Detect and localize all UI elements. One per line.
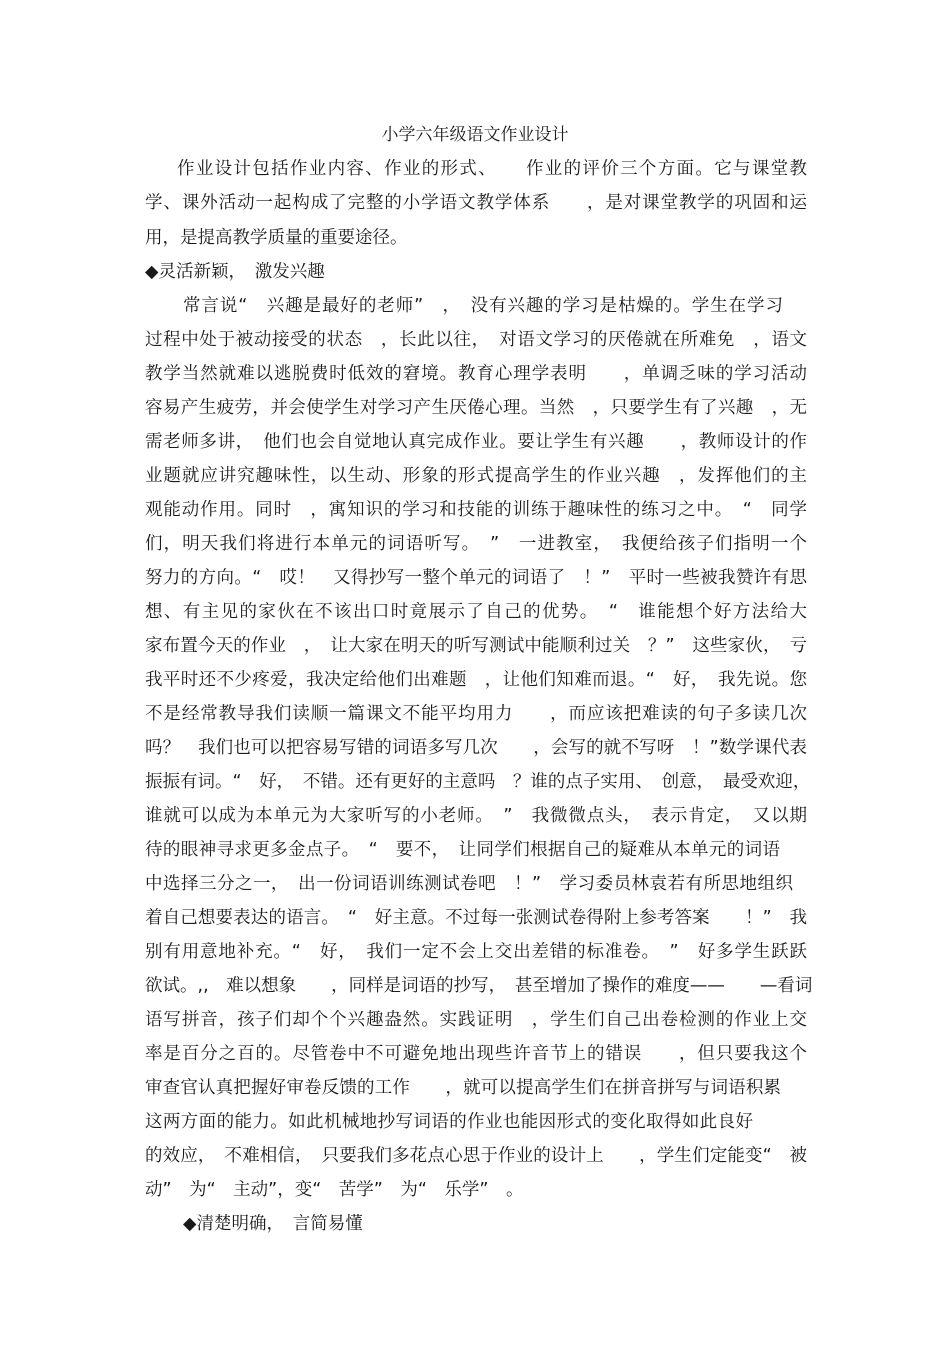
paragraph-line: 需老师多讲， 他们也会自觉地认真完成作业。要让学生有兴趣 ，教师设计的作 [145, 432, 807, 452]
paragraph-line: 常言说“ 兴趣是最好的老师” ， 没有兴趣的学习是枯燥的。学生在学习 [183, 296, 783, 316]
paragraph-line: 待的眼神寻求更多金点子。 “ 要不， 让同学们根据自己的疑难从本单元的词语 [145, 840, 780, 860]
paragraph-line: 的效应， 不难相信， 只要我们多花点心思于作业的设计上 ，学生们定能变“ 被 [145, 1146, 807, 1166]
paragraph-line: 业题就应讲究趣味性，以生动、形象的形式提高学生的作业兴趣 ，发挥他们的主 [145, 466, 807, 486]
paragraph-line: 学、课外活动一起构成了完整的小学语文教学体系 ，是对课堂教学的巩固和运 [145, 193, 807, 213]
paragraph-line: 家布置今天的作业 ， 让大家在明天的听写测试中能顺利过关 ？” 这些家伙， 亏 [145, 636, 807, 656]
paragraph-line: 作业设计包括作业内容、作业的形式、 作业的评价三个方面。它与课堂教 [177, 159, 807, 179]
paragraph-line: 欲试。,, 难以想象 ，同样是词语的抄写， 甚至增加了操作的难度—— —看词 [145, 976, 813, 996]
paragraph-line: 率是百分之百的。尽管卷中不可避免地出现些许音节上的错误 ，但只要我这个 [145, 1044, 807, 1064]
paragraph-line: 教学当然就难以逃脱费时低效的窘境。教育心理学表明 ，单调乏味的学习活动 [145, 364, 807, 384]
section-heading: ◆灵活新颖， 激发兴趣 [145, 262, 325, 282]
paragraph-line: 振振有词。“ 好， 不错。还有更好的主意吗 ？谁的点子实用、 创意， 最受欢迎， [145, 772, 811, 792]
paragraph-line: 中选择三分之一， 出一份词语训练测试卷吧 ！” 学习委员林袁若有所思地组织 [145, 874, 793, 894]
paragraph-line: 用，是提高教学质量的重要途径。 [145, 228, 408, 248]
paragraph-line: 不是经常教导我们读顺一篇课文不能平均用力 ，而应该把难读的句子多读几次 [145, 704, 807, 724]
paragraph-line: 们，明天我们将进行本单元的词语听写。 ” 一进教室， 我便给孩子们指明一个 [145, 534, 807, 554]
paragraph-line: 我平时还不少疼爱，我决定给他们出难题 ，让他们知难而退。“ 好， 我先说。您 [145, 670, 807, 690]
paragraph-line: 审查官认真把握好审卷反馈的工作 ，就可以提高学生们在拼音拼写与词语积累 [145, 1078, 781, 1098]
paragraph-line: 语写拼音，孩子们却个个兴趣盎然。实践证明 ，学生们自己出卷检测的作业上交 [145, 1010, 807, 1030]
paragraph-line: 吗？ 我们也可以把容易写错的词语多写几次 ，会写的就不写呀 ！”数学课代表 [145, 738, 807, 758]
paragraph-line: 着自己想要表达的语言。 “ 好主意。不过每一张测试卷得附上参考答案 ！” 我 [145, 908, 807, 928]
paragraph-line: 谁就可以成为本单元为大家听写的小老师。 ” 我微微点头， 表示肯定， 又以期 [145, 806, 807, 826]
paragraph-line: 观能动作用。同时 ，寓知识的学习和技能的训练于趣味性的练习之中。 “ 同学 [145, 500, 807, 520]
section-heading: ◆清楚明确， 言简易懂 [183, 1214, 363, 1234]
paragraph-line: 动” 为“ 主动”，变“ 苦学” 为“ 乐学” 。 [145, 1180, 524, 1200]
paragraph-line: 容易产生疲劳，并会使学生对学习产生厌倦心理。当然 ，只要学生有了兴趣 ，无 [145, 398, 807, 418]
paragraph-line: 过程中处于被动接受的状态 ，长此以往， 对语文学习的厌倦就在所难免 ，语文 [145, 330, 807, 350]
paragraph-line: 别有用意地补充。“ 好， 我们一定不会上交出差错的标准卷。 ” 好多学生跃跃 [145, 942, 807, 962]
paragraph-line: 这两方面的能力。如此机械地抄写词语的作业也能因形式的变化取得如此良好 [145, 1112, 753, 1132]
paragraph-line: 努力的方向。“ 哎！ 又得抄写一整个单元的词语了 ！” 平时一些被我赞许有思 [145, 568, 807, 588]
paragraph-line: 想、有主见的家伙在不该出口时竟展示了自己的优势。 “ 谁能想个好方法给大 [145, 602, 807, 622]
document-title: 小学六年级语文作业设计 [381, 125, 569, 145]
